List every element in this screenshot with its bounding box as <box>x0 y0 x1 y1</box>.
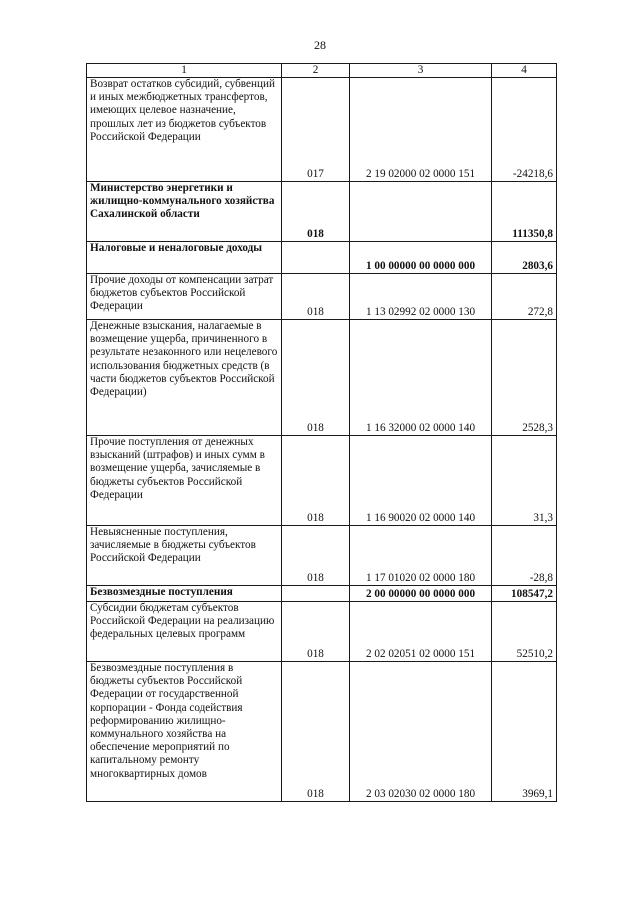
row-name: Невыясненные поступления, зачисляемые в бюджеты субъектов Российской Федерации <box>87 526 282 586</box>
row-classification: 1 17 01020 02 0000 180 <box>350 526 492 586</box>
row-amount: 52510,2 <box>492 602 557 662</box>
row-classification: 1 16 32000 02 0000 140 <box>350 320 492 436</box>
row-classification: 2 02 02051 02 0000 151 <box>350 602 492 662</box>
row-amount: 111350,8 <box>492 182 557 242</box>
row-code: 018 <box>282 274 350 320</box>
page-number: 28 <box>314 38 326 52</box>
table-row <box>87 274 557 320</box>
row-amount: -24218,6 <box>492 78 557 182</box>
table-row <box>87 182 557 242</box>
row-code: 018 <box>282 526 350 586</box>
row-code: 017 <box>282 78 350 182</box>
row-code: 018 <box>282 662 350 802</box>
column-header-3: 3 <box>350 64 492 78</box>
row-classification <box>350 182 492 242</box>
row-code <box>282 242 350 274</box>
row-name: Прочие поступления от денежных взысканий (штрафов) и иных сумм в возмещение ущерба, зачисляемые в бюджеты субъектов Российской Федерации <box>87 436 282 526</box>
row-name: Денежные взыскания, налагаемые в возмещение ущерба, причиненного в результате незаконного или нецелевого использования бюджетных средств (в части бюджетов субъектов Российской Федерации) <box>87 320 282 436</box>
row-classification: 2 00 00000 00 0000 000 <box>350 586 492 602</box>
row-classification: 1 13 02992 02 0000 130 <box>350 274 492 320</box>
row-amount: 31,3 <box>492 436 557 526</box>
table-row <box>87 242 557 274</box>
row-name: Субсидии бюджетам субъектов Российской Федерации на реализацию федеральных целевых программ <box>87 602 282 662</box>
row-code: 018 <box>282 436 350 526</box>
column-header-row <box>87 64 557 78</box>
table-row <box>87 526 557 586</box>
row-name: Прочие доходы от компенсации затрат бюджетов субъектов Российской Федерации <box>87 274 282 320</box>
row-name: Безвозмездные поступления в бюджеты субъектов Российской Федерации от государственной корпорации - Фонда содействия реформированию жилищно-коммунального хозяйства на обеспечение мероприятий по капитальному ремонту многоквартирных домов <box>87 662 282 802</box>
table-row <box>87 602 557 662</box>
row-name: Возврат остатков субсидий, субвенций и иных межбюджетных трансфертов, имеющих целевое назначение, прошлых лет из бюджетов субъектов Российской Федерации <box>87 78 282 182</box>
row-code: 018 <box>282 182 350 242</box>
row-name: Безвозмездные поступления <box>87 586 282 602</box>
table-row <box>87 320 557 436</box>
row-name: Министерство энергетики и жилищно-коммунального хозяйства Сахалинской области <box>87 182 282 242</box>
row-classification: 1 16 90020 02 0000 140 <box>350 436 492 526</box>
row-amount: -28,8 <box>492 526 557 586</box>
table-row <box>87 586 557 602</box>
table-row <box>87 662 557 802</box>
row-code: 018 <box>282 320 350 436</box>
budget-table <box>86 63 557 802</box>
row-classification: 2 19 02000 02 0000 151 <box>350 78 492 182</box>
row-code <box>282 586 350 602</box>
row-name: Налоговые и неналоговые доходы <box>87 242 282 274</box>
table-row <box>87 436 557 526</box>
row-amount: 2528,3 <box>492 320 557 436</box>
column-header-1: 1 <box>87 64 282 78</box>
row-classification: 1 00 00000 00 0000 000 <box>350 242 492 274</box>
column-header-2: 2 <box>282 64 350 78</box>
row-classification: 2 03 02030 02 0000 180 <box>350 662 492 802</box>
column-header-4: 4 <box>492 64 557 78</box>
row-amount: 108547,2 <box>492 586 557 602</box>
row-amount: 272,8 <box>492 274 557 320</box>
table-row <box>87 78 557 182</box>
row-amount: 3969,1 <box>492 662 557 802</box>
row-amount: 2803,6 <box>492 242 557 274</box>
row-code: 018 <box>282 602 350 662</box>
